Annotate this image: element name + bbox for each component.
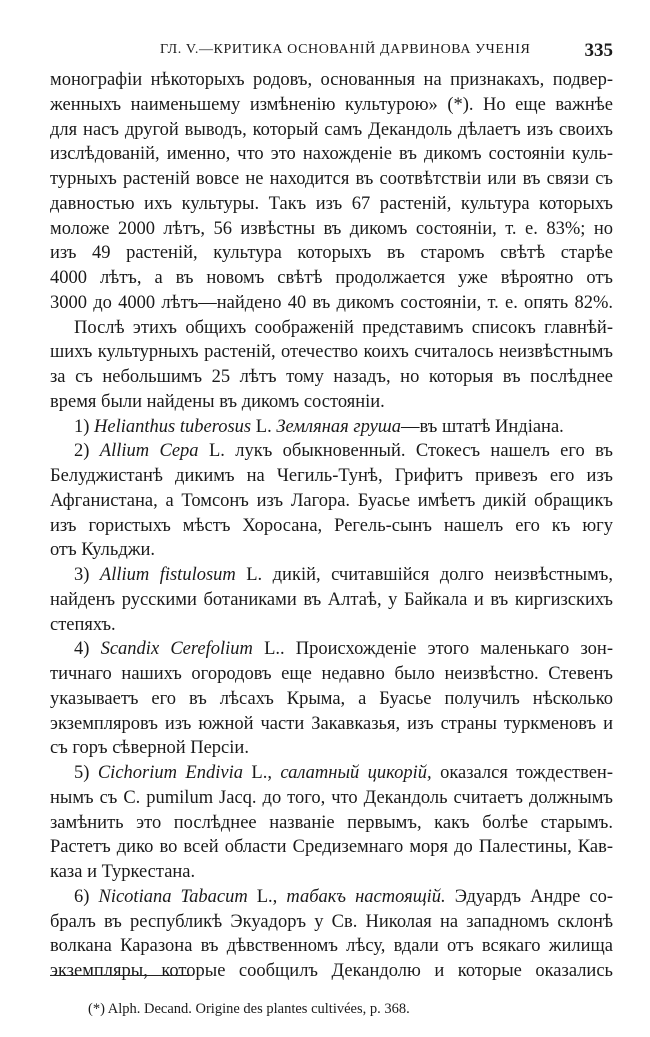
text-segment: давностью ихъ культуры. Такъ изъ 67 растеній, культура которыхъ	[50, 193, 613, 214]
text-segment: изъ 49 растеній, культура которыхъ въ старомъ свѣтѣ старѣе	[50, 243, 613, 264]
italic-term: табакъ настоящій.	[286, 886, 446, 907]
text-line	[50, 489, 613, 514]
italic-term: Земляная груша	[276, 416, 402, 437]
text-segment: Белуджистанѣ дикимъ на Чегиль-Тунѣ, Грифитъ привезъ его изъ	[50, 466, 613, 486]
text-segment: Эдуардъ Андре со-	[445, 886, 613, 907]
text-segment: экземпляровъ изъ южной части Закавказья, изъ страны туркменовъ и	[50, 713, 613, 734]
italic-term: Cichorium Endivia	[97, 763, 243, 783]
text-line	[50, 637, 613, 662]
text-segment: L. дикій, считавшійся долго неизвѣстнымъ,	[235, 565, 613, 585]
text-line	[50, 588, 613, 613]
text-segment: —въ штатѣ Индіана.	[401, 416, 564, 437]
text-segment: женныхъ наименьшему измѣненію культурою» (*). Но еще важнѣе	[50, 94, 613, 115]
text-segment: нымъ съ C. pumilum Jacq. до того, что Декандоль считаетъ должнымъ	[50, 787, 613, 808]
text-segment: L. лукъ обыкновенный. Стокесъ нашелъ его въ	[198, 441, 613, 462]
text-segment: изъ гористыхъ мѣстъ Хоросана, Регель-сынъ нашелъ его къ югу	[50, 515, 613, 536]
text-segment: съ горъ сѣверной Персіи.	[50, 738, 249, 759]
text-segment: 4000 лѣтъ, а въ новомъ свѣтѣ продолжается уже вѣроятно отъ	[50, 268, 613, 288]
text-segment: турныхъ растеній вовсе не находится въ соотвѣтствіи или въ связи съ	[50, 169, 613, 189]
text-line	[50, 415, 613, 440]
text-line	[50, 959, 613, 984]
text-segment: экземпляры, которые сообщилъ Декандолю и которые оказались	[50, 961, 613, 981]
italic-term: салатный цикорій,	[280, 763, 432, 783]
text-segment: тичнаго нашихъ огородовъ еще недавно было неизвѣстно. Стевенъ	[50, 664, 613, 684]
text-segment: найденъ русскими ботаниками въ Алтаѣ, у Байкала и въ киргизскихъ	[50, 589, 613, 610]
text-line	[50, 761, 613, 786]
italic-term: Scandix Cerefolium	[100, 639, 253, 660]
text-line	[50, 563, 613, 588]
text-segment: 3000 до 4000 лѣтъ—найдено 40 въ дикомъ состояніи, т. е. опять 82%.	[50, 292, 613, 313]
text-line	[50, 93, 613, 118]
text-line	[50, 390, 613, 415]
text-segment: L.	[251, 416, 277, 437]
text-line	[50, 340, 613, 365]
page-number: 335	[584, 40, 613, 61]
text-line	[50, 687, 613, 712]
text-line	[50, 885, 613, 910]
italic-term: Helianthus tuberosus	[94, 416, 252, 437]
text-line	[50, 835, 613, 860]
text-line	[50, 662, 613, 687]
text-segment: Афганистана, а Томсонъ изъ Лагора. Буасье имѣетъ дикій обращикъ	[50, 490, 613, 511]
text-line	[50, 860, 613, 885]
text-line	[50, 192, 613, 217]
text-line	[50, 68, 613, 93]
text-segment: изслѣдованій, именно, что это нахожденіе въ дикомъ состояніи куль-	[50, 144, 613, 165]
text-line	[50, 910, 613, 935]
italic-term: Allium fistulosum	[99, 565, 236, 585]
text-line	[50, 365, 613, 390]
text-line	[50, 439, 613, 464]
text-line	[50, 736, 613, 761]
text-segment: 1)	[74, 416, 95, 437]
text-line	[50, 266, 613, 291]
text-segment: L.. Происхожденіе этого маленькаго зон-	[252, 639, 613, 660]
body-text	[50, 68, 613, 984]
text-segment: 4)	[74, 639, 101, 660]
text-segment: Растетъ дико во всей области Средиземнаго моря до Палестины, Кав-	[50, 837, 613, 858]
text-segment: L.,	[247, 886, 287, 907]
text-segment: время были найдены въ дикомъ состояніи.	[50, 391, 385, 412]
text-line	[50, 934, 613, 959]
text-segment: каза и Туркестана.	[50, 862, 196, 882]
text-line	[50, 712, 613, 737]
text-segment: замѣнить это послѣднее названіе первымъ, какъ болѣе старымъ.	[50, 812, 613, 833]
text-line	[50, 464, 613, 489]
text-segment: 5)	[74, 763, 98, 783]
text-segment: волкана Каразона въ дѣвственномъ лѣсу, вдали отъ всякаго жилища	[50, 936, 613, 957]
page-header	[50, 40, 613, 64]
footnote-divider	[50, 975, 190, 976]
footnote: (*) Alph. Decand. Origine des plantes cultivées, p. 368.	[88, 1001, 410, 1017]
text-segment: отъ Кульджи.	[50, 540, 156, 561]
text-segment: указываетъ его въ лѣсахъ Крыма, а Буасье получилъ нѣсколько	[50, 688, 613, 709]
text-segment: 2)	[74, 441, 100, 462]
text-segment: за съ небольшимъ 25 лѣтъ тому назадъ, но которыя въ послѣднее	[50, 367, 613, 387]
text-segment: 6)	[74, 886, 99, 907]
text-line	[50, 118, 613, 143]
text-segment: для насъ другой выводъ, который самъ Декандоль дѣлаетъ изъ своихъ	[50, 119, 613, 140]
italic-term: Allium Cepa	[99, 441, 199, 462]
text-line	[50, 613, 613, 638]
running-title: ГЛ. V.—КРИТИКА ОСНОВАНІЙ ДАРВИНОВА УЧЕНІЯ	[160, 42, 531, 57]
italic-term: Nicotiana Tabacum	[98, 886, 248, 907]
text-line	[50, 167, 613, 192]
text-segment: монографіи нѣкоторыхъ родовъ, основанныя на признакахъ, подвер-	[50, 70, 613, 90]
text-line	[50, 811, 613, 836]
text-line	[50, 217, 613, 242]
text-line	[50, 241, 613, 266]
text-segment: бралъ въ республикѣ Экуадоръ у Св. Николая на западномъ склонѣ	[50, 911, 613, 932]
text-segment: шихъ культурныхъ растеній, отечество коихъ считалось неизвѣстнымъ	[50, 342, 613, 363]
text-line	[50, 291, 613, 316]
text-line	[50, 538, 613, 563]
text-segment: Послѣ этихъ общихъ соображеній представимъ списокъ главнѣй-	[74, 317, 613, 338]
text-line	[50, 316, 613, 341]
text-line	[50, 142, 613, 167]
text-segment: L.,	[242, 763, 281, 783]
text-segment: оказался тождествен-	[431, 763, 613, 783]
text-segment: моложе 2000 лѣтъ, 56 извѣстны въ дикомъ состояніи, т. е. 83%; но	[50, 218, 613, 239]
text-line	[50, 786, 613, 811]
text-segment: степяхъ.	[50, 614, 116, 635]
text-line	[50, 514, 613, 539]
text-segment: 3)	[74, 565, 100, 585]
